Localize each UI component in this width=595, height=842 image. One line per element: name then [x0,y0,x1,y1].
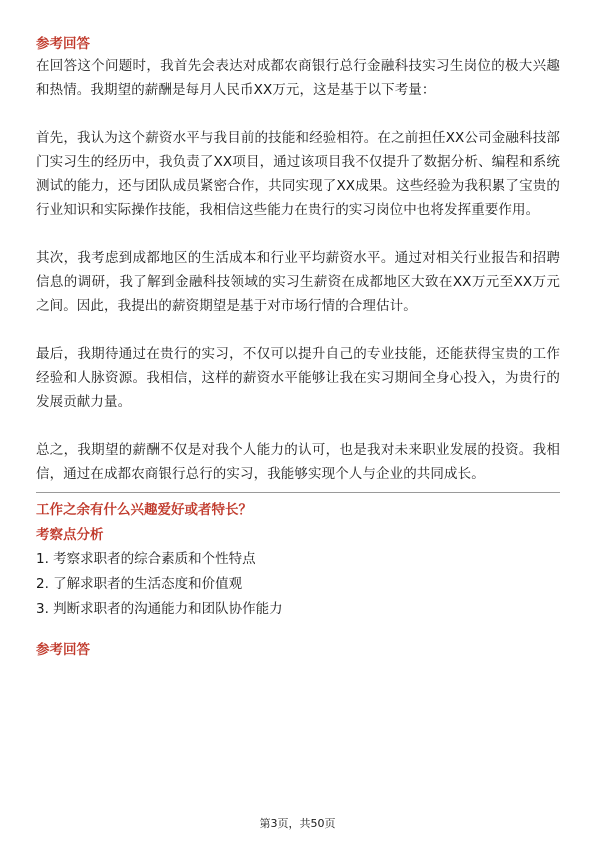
answer-paragraph: 总之，我期望的薪酬不仅是对我个人能力的认可，也是我对未来职业发展的投资。我相信，通过在成都农商银行总行的实习，我能够实现个人与企业的共同成长。 [36,442,560,482]
answer-label: 参考回答 [36,642,90,658]
answer-paragraph: 首先，我认为这个薪资水平与我目前的技能和经验相符。在之前担任XX公司金融科技部门实习生的经历中，我负责了XX项目，通过该项目我不仅提升了数据分析、编程和系统测试的能力，还与团队成员紧密合作，共同实现了XX成果。这些经验为我积累了宝贵的行业知识和实际操作技能，我相信这些能力在贵行的实习岗位中也将发挥重要作用。 [36,130,560,218]
page-number: 第3页，共50页 [259,817,336,830]
list-item: 2. 了解求职者的生活态度和价值观 [36,576,243,592]
answer-paragraph: 其次，我考虑到成都地区的生活成本和行业平均薪资水平。通过对相关行业报告和招聘信息的调研，我了解到金融科技领域的实习生薪资在成都地区大致在XX万元至XX万元之间。因此，我提出的薪资期望是基于对市场行情的合理估计。 [36,250,560,314]
list-item: 1. 考察求职者的综合素质和个性特点 [36,551,256,567]
answer-paragraph: 在回答这个问题时，我首先会表达对成都农商银行总行金融科技实习生岗位的极大兴趣和热情。我期望的薪酬是每月人民币XX万元，这是基于以下考量： [36,58,560,98]
analysis-label: 考察点分析 [36,527,104,543]
section-divider [36,492,560,493]
answer-paragraph: 最后，我期待通过在贵行的实习，不仅可以提升自己的专业技能，还能获得宝贵的工作经验和人脉资源。我相信，这样的薪资水平能够让我在实习期间全身心投入，为贵行的发展贡献力量。 [36,346,560,410]
question-title: 工作之余有什么兴趣爱好或者特长？ [36,502,252,518]
list-item: 3. 判断求职者的沟通能力和团队协作能力 [36,601,283,617]
page-content [36,34,560,660]
answer-label: 参考回答 [36,36,90,52]
analysis-list [36,547,560,622]
